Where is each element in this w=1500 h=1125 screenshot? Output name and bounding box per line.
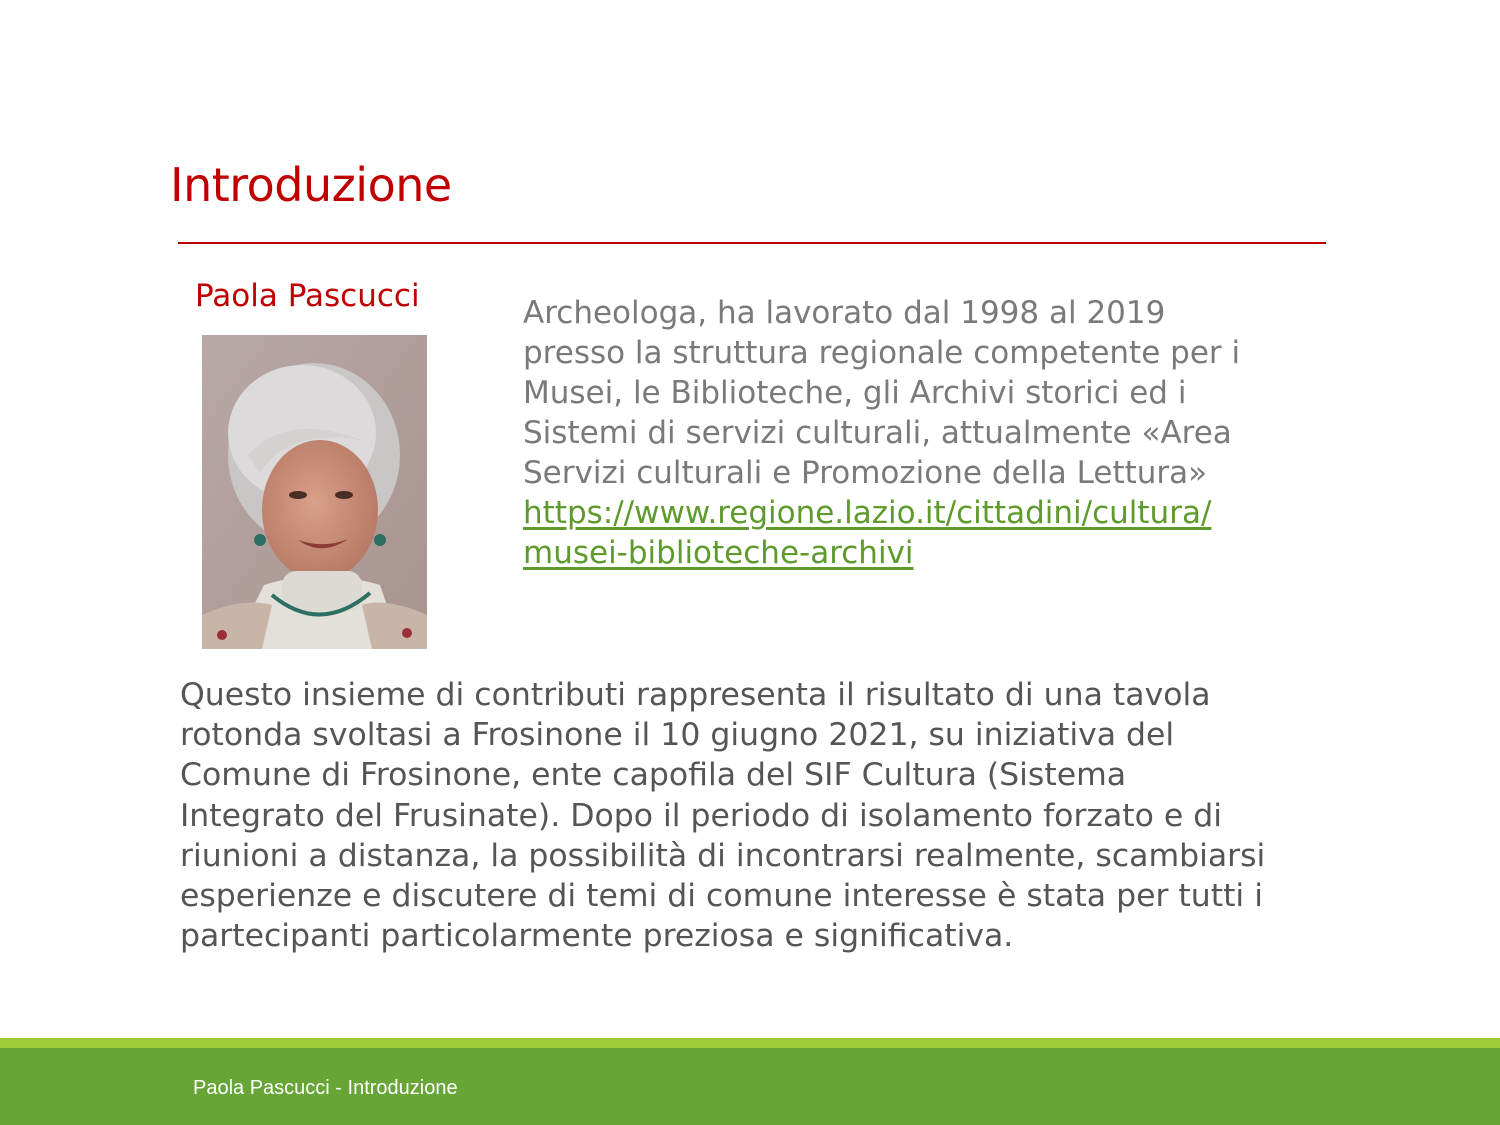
paragraph-line: riunioni a distanza, la possibilità di incontrarsi realmente, scambiarsi bbox=[180, 837, 1266, 874]
author-bio bbox=[523, 293, 1323, 573]
footer-accent-stripe bbox=[0, 1038, 1500, 1048]
regione-lazio-link[interactable]: https://www.regione.lazio.it/cittadini/cultura/ bbox=[523, 495, 1212, 531]
regione-lazio-link-continued[interactable]: musei-biblioteche-archivi bbox=[523, 535, 914, 571]
slide-title: Introduzione bbox=[170, 158, 452, 212]
paragraph-line: partecipanti particolarmente preziosa e significativa. bbox=[180, 918, 1014, 955]
bio-line: Sistemi di servizi culturali, attualmente «Area bbox=[523, 415, 1232, 451]
author-photo bbox=[202, 335, 427, 649]
author-name: Paola Pascucci bbox=[195, 278, 420, 314]
paragraph-line: rotonda svoltasi a Frosinone il 10 giugno 2021, su iniziativa del bbox=[180, 717, 1175, 754]
paragraph-line: Integrato del Frusinate). Dopo il periodo di isolamento forzato e di bbox=[180, 797, 1223, 834]
footer-caption: Paola Pascucci - Introduzione bbox=[193, 1077, 458, 1099]
bio-line: presso la struttura regionale competente per i bbox=[523, 335, 1241, 371]
bio-line: Archeologa, ha lavorato dal 1998 al 2019 bbox=[523, 295, 1166, 331]
bio-line: Musei, le Biblioteche, gli Archivi storici ed i bbox=[523, 375, 1187, 411]
paragraph-line: Questo insieme di contributi rappresenta il risultato di una tavola bbox=[180, 677, 1211, 713]
paragraph-line: Comune di Frosinone, ente capofila del SIF Cultura (Sistema bbox=[180, 757, 1127, 794]
portrait-photo-icon bbox=[202, 335, 427, 649]
title-divider bbox=[178, 242, 1326, 244]
paragraph-line: esperienze e discutere di temi di comune interesse è stata per tutti i bbox=[180, 878, 1263, 915]
bio-line: Servizi culturali e Promozione della Lettura» bbox=[523, 455, 1208, 491]
intro-paragraph bbox=[180, 675, 1360, 956]
